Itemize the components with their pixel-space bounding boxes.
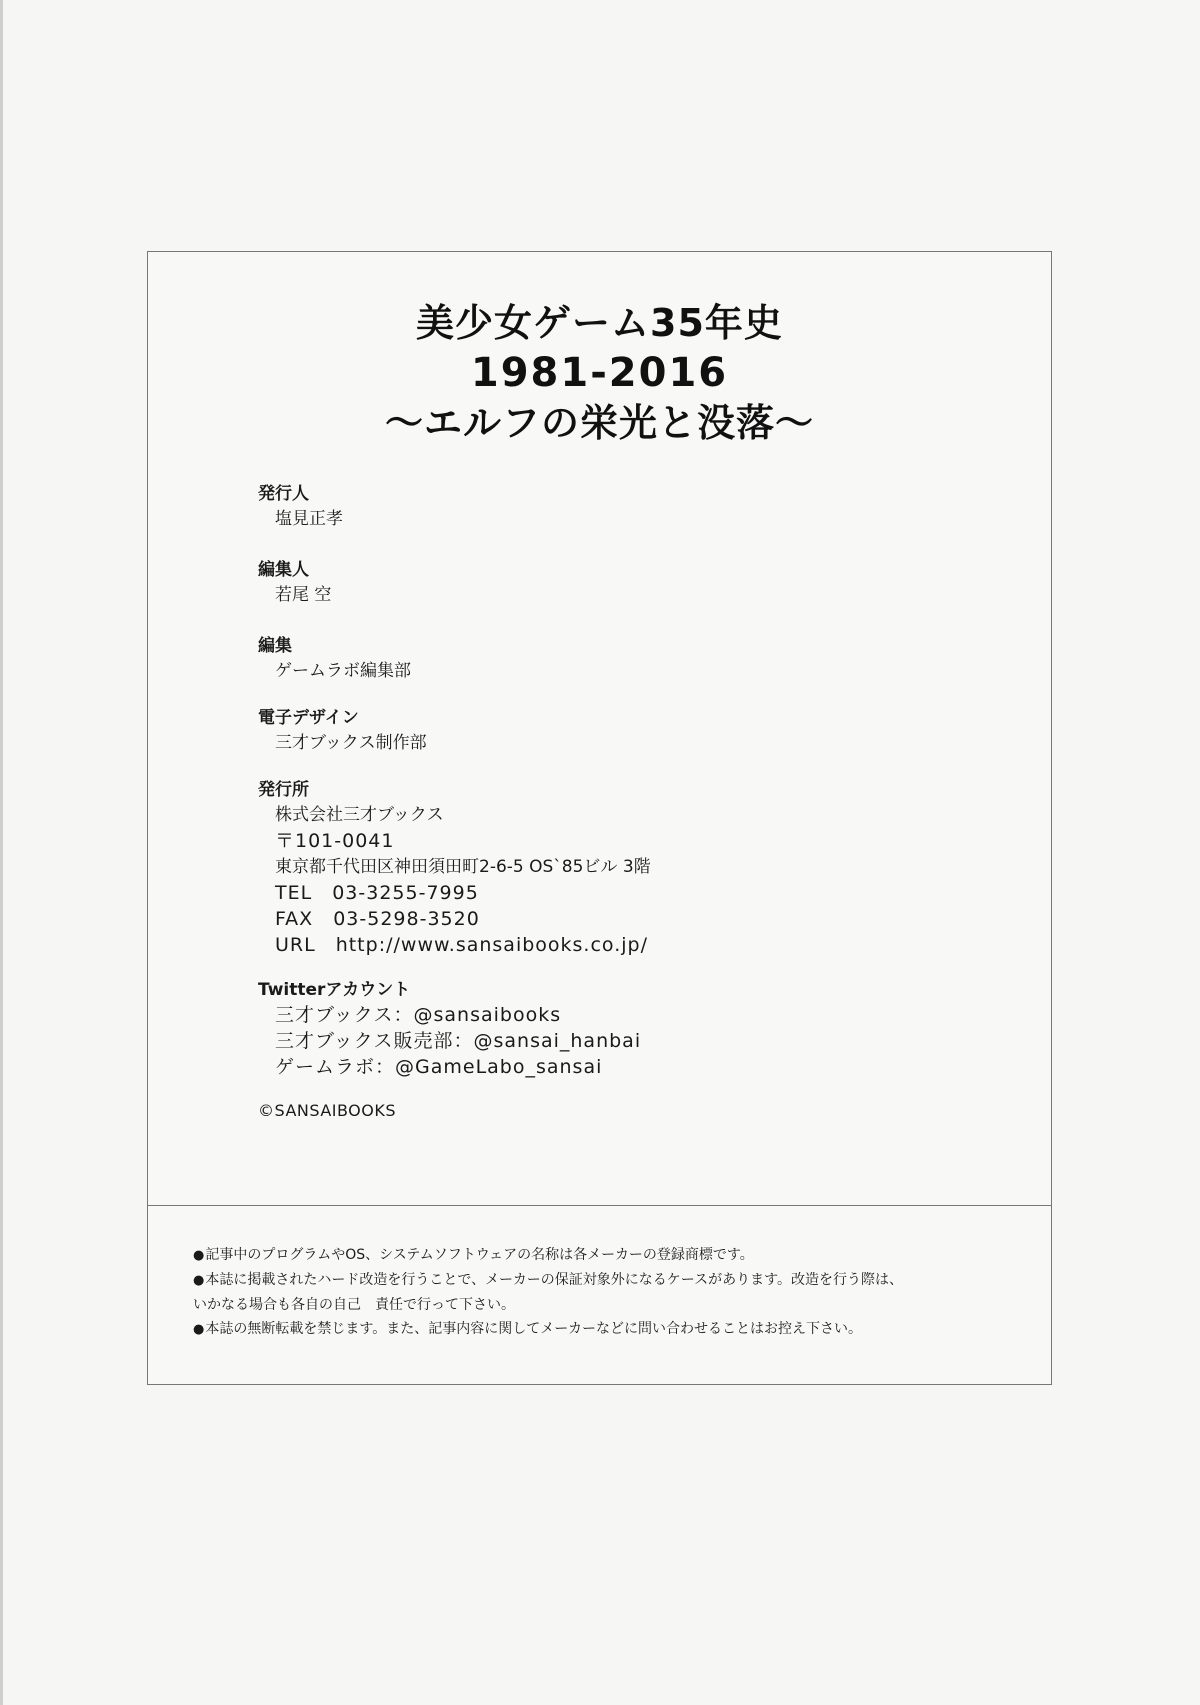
e-design-heading: 電子デザイン	[258, 708, 359, 728]
twitter-heading: Twitterアカウント	[258, 980, 411, 1000]
legal-note	[193, 1268, 1023, 1293]
credits-list	[258, 482, 1018, 1122]
book-title-line-1: 美少女ゲーム35年史	[416, 301, 783, 345]
editor-person-heading: 編集人	[258, 560, 309, 580]
page-edge	[0, 0, 3, 1705]
publisher-fax: FAX 03-5298-3520	[275, 908, 480, 930]
editing-heading: 編集	[258, 636, 292, 656]
bullet-icon: ●	[193, 1322, 205, 1337]
publisher-tel: TEL 03-3255-7995	[275, 882, 479, 904]
colophon-box	[147, 251, 1052, 1385]
legal-note-text: 記事中のプログラムやOS、システムソフトウェアの名称は各メーカーの登録商標です。	[205, 1247, 754, 1263]
publisher-postal: 〒101-0041	[275, 830, 395, 852]
publisher-url: URL http://www.sansaibooks.co.jp/	[275, 934, 648, 956]
legal-notes	[193, 1243, 1023, 1342]
editor-person-name: 若尾 空	[275, 585, 332, 605]
twitter-account: 三才ブックス：@sansaibooks	[275, 1004, 562, 1026]
e-design-name: 三才ブックス制作部	[275, 733, 427, 753]
colophon-upper	[148, 252, 1051, 1206]
bullet-icon: ●	[193, 1248, 205, 1263]
book-title	[148, 298, 1051, 448]
legal-note	[193, 1317, 1023, 1342]
legal-note-text: 本誌に掲載されたハード改造を行うことで、メーカーの保証対象外になるケースがあります。改造を行う際は、	[205, 1272, 903, 1288]
twitter-account: 三才ブックス販売部：@sansai_hanbai	[275, 1030, 642, 1052]
legal-note-text: 本誌の無断転載を禁じます。また、記事内容に関してメーカーなどに問い合わせることはお控え下さい。	[205, 1321, 862, 1337]
publisher-heading: 発行所	[258, 780, 309, 800]
editing-name: ゲームラボ編集部	[275, 661, 411, 681]
twitter-account: ゲームラボ：@GameLabo_sansai	[275, 1056, 603, 1078]
legal-note	[193, 1243, 1023, 1268]
copyright-notice: ©SANSAIBOOKS	[258, 1101, 397, 1120]
publisher-person-heading: 発行人	[258, 484, 309, 504]
legal-note-continuation: いかなる場合も各自の自己 責任で行って下さい。	[193, 1297, 515, 1313]
publisher-company: 株式会社三才ブックス	[275, 805, 444, 825]
book-title-line-3: ～エルフの栄光と没落～	[384, 401, 814, 445]
publisher-person-name: 塩見正孝	[275, 509, 343, 529]
bullet-icon: ●	[193, 1273, 205, 1288]
publisher-address: 東京都千代田区神田須田町2-6-5 OS`85ビル 3階	[275, 857, 651, 877]
book-title-line-2: 1981-2016	[470, 350, 729, 396]
